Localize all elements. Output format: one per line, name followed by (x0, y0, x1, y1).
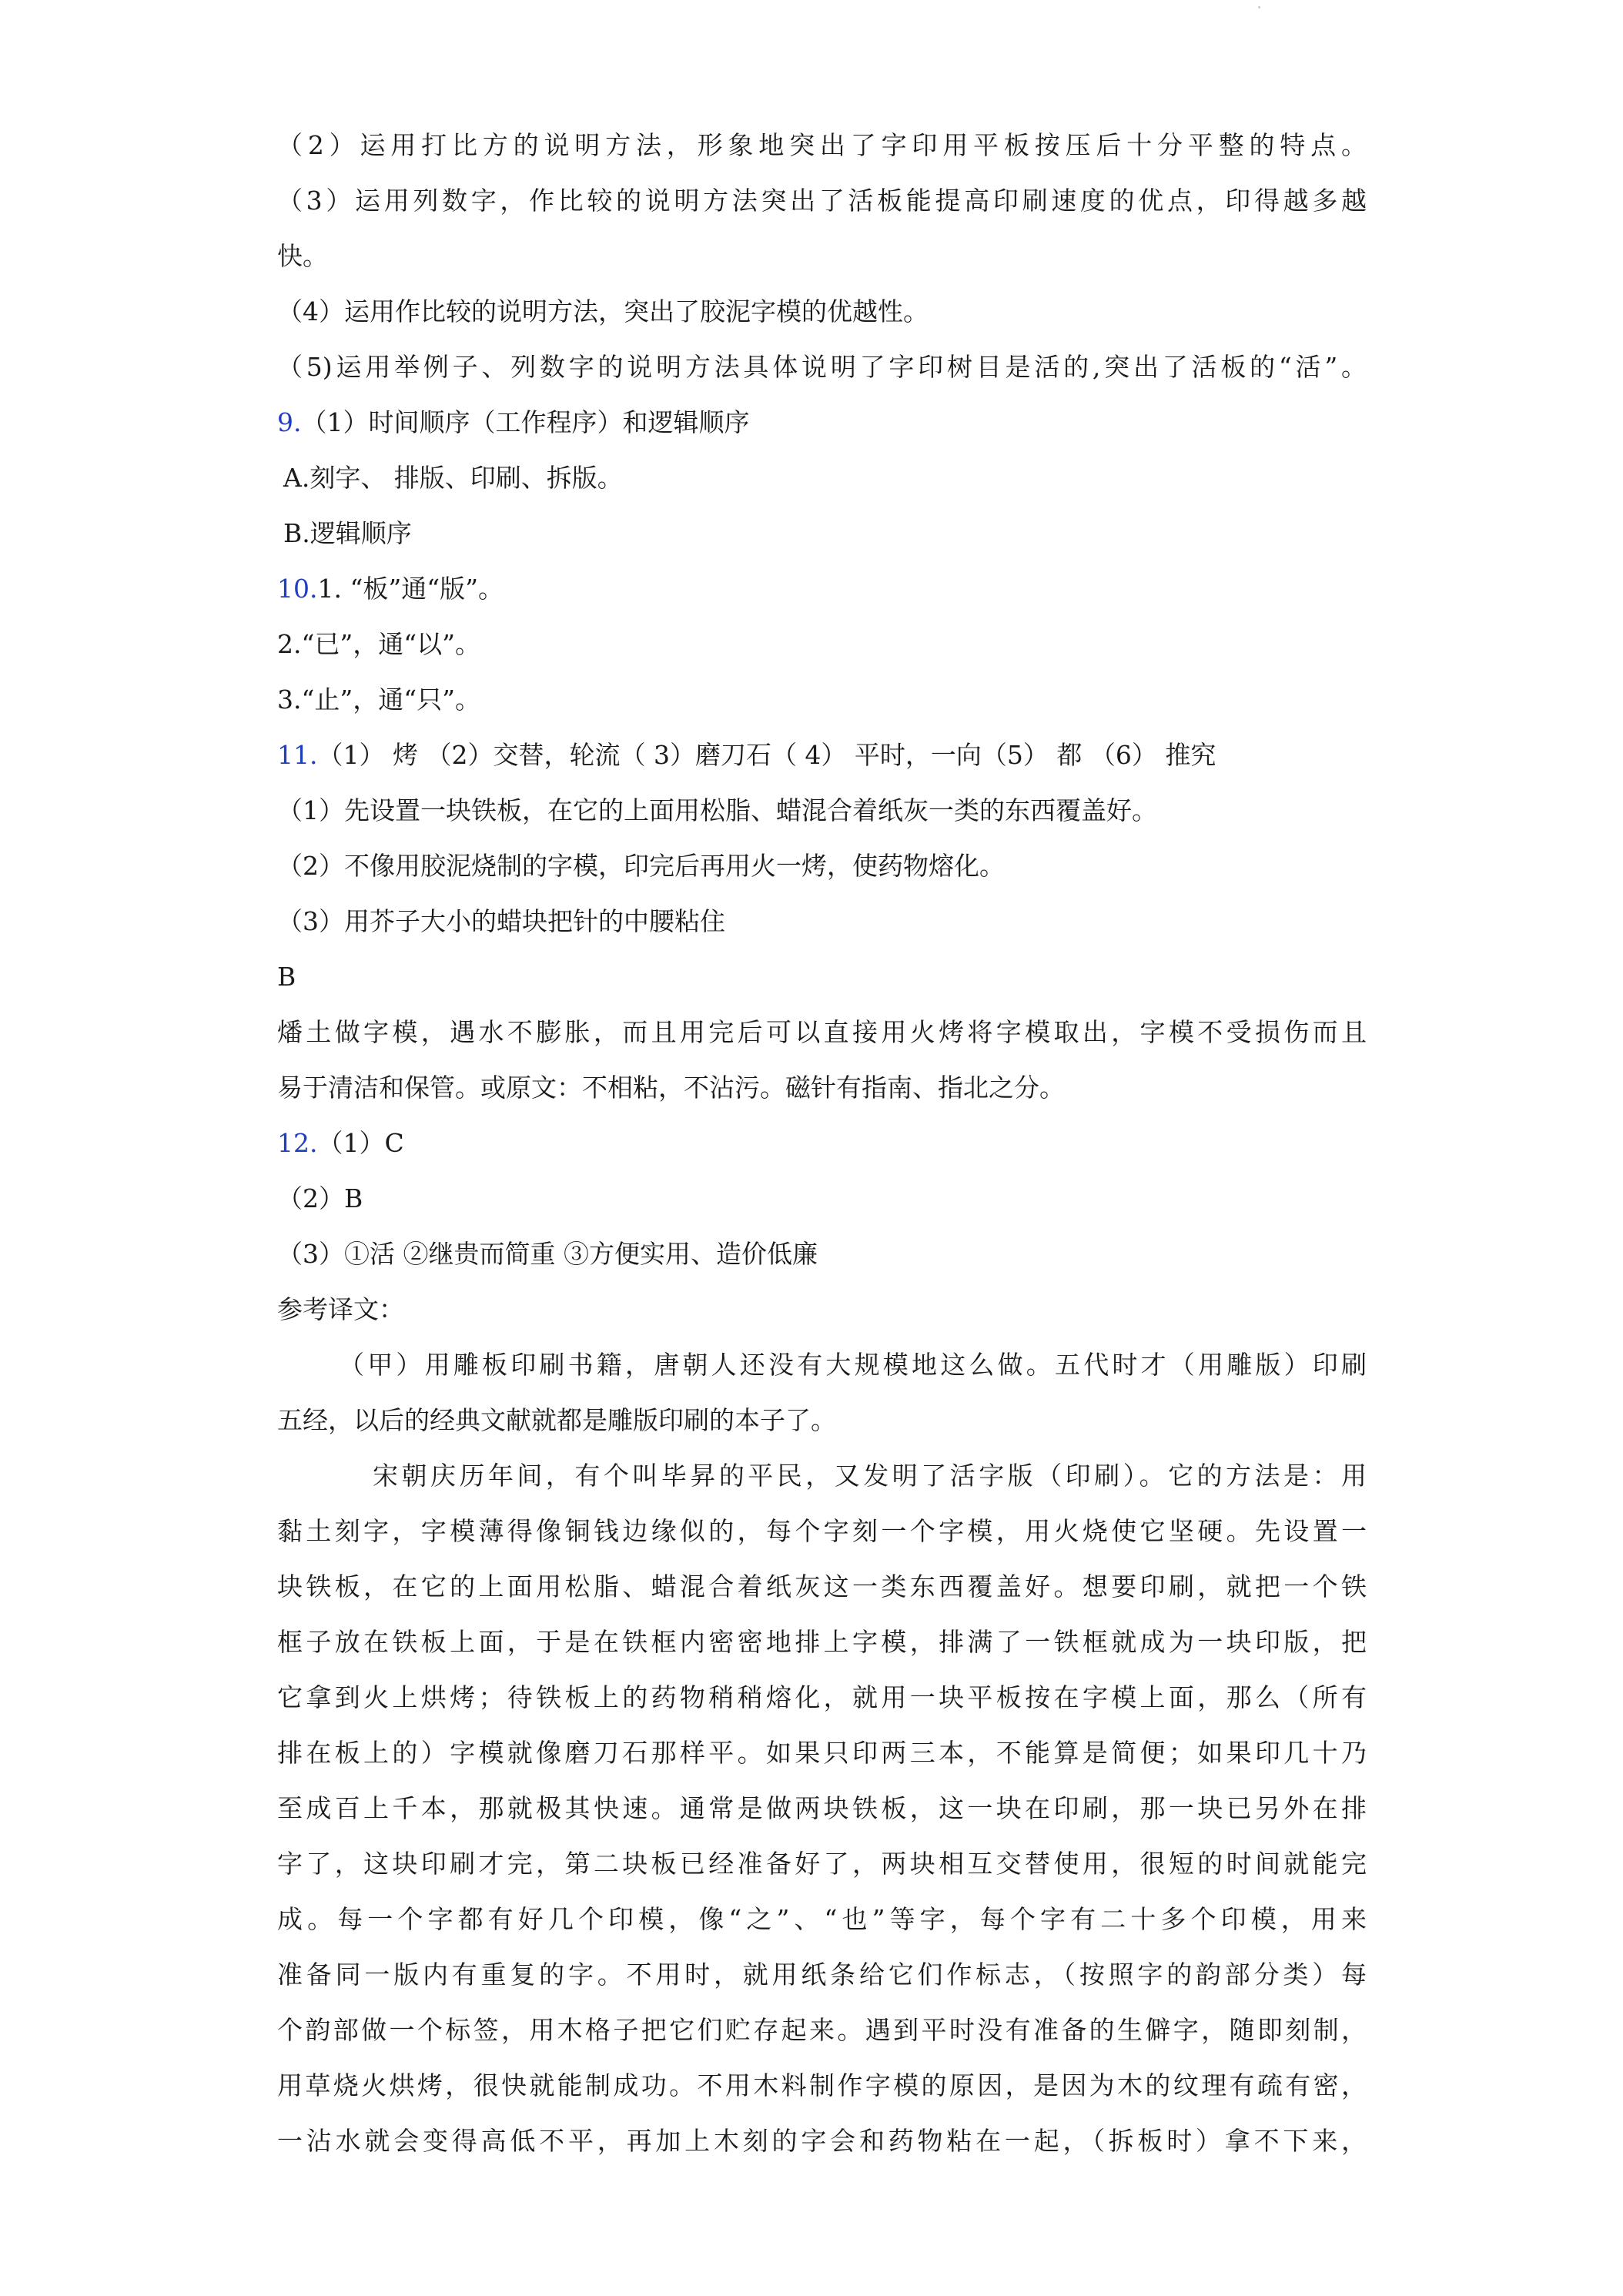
answer-line: B (277, 962, 296, 992)
answer-text: （1）时间顺序（工作程序）和逻辑顺序 (301, 407, 750, 437)
question-number: 12. (277, 1128, 318, 1158)
translation-paragraph-line: 黏土刻字，字模薄得像铜钱边缘似的，每个字刻一个字模，用火烧使它坚硬。先设置一 (277, 1516, 1367, 1546)
translation-paragraph-line: 至成百上千本，那就极其快速。通常是做两块铁板，这一块在印刷，那一块已另外在排 (277, 1793, 1367, 1823)
answer-line: （2）运用打比方的说明方法，形象地突出了字印用平板按压后十分平整的特点。 (277, 130, 1367, 160)
answer-line: （2）不像用胶泥烧制的字模，印完后再用火一烤，使药物熔化。 (277, 851, 1005, 881)
answer-line: B.逻辑顺序 (283, 518, 412, 548)
translation-heading: 参考译文： (277, 1294, 404, 1324)
question-10 (277, 561, 504, 617)
translation-paragraph-line: 成。每一个字都有好几个印模，像“之”、“也”等字，每个字有二十多个印模，用来 (277, 1904, 1367, 1934)
translation-paragraph-line: 排在板上的）字模就像磨刀石那样平。如果只印两三本，不能算是简便；如果印几十乃 (277, 1738, 1367, 1768)
translation-paragraph-line: 字了，这块印刷才完，第二块板已经准备好了，两块相互交替使用，很短的时间就能完 (277, 1849, 1367, 1879)
answer-line: （3）①活 ②继贵而简重 ③方便实用、造价低廉 (277, 1239, 818, 1269)
answer-text: 1. “板”通“版”。 (317, 574, 504, 604)
translation-paragraph-line: 宋朝庆历年间，有个叫毕昇的平民，又发明了活字版（印刷）。它的方法是：用 (373, 1461, 1367, 1491)
page-mark (1258, 6, 1260, 8)
question-9 (277, 395, 750, 450)
answer-line: （3）用芥子大小的蜡块把针的中腰粘住 (277, 906, 725, 936)
question-number: 11. (277, 740, 318, 770)
answer-text: （1）C (317, 1128, 404, 1158)
answer-line: （5)运用举例子、列数字的说明方法具体说明了字印树目是活的,突出了活板的“活”。 (277, 352, 1367, 382)
question-number: 10. (277, 574, 318, 604)
translation-paragraph-line: 个韵部做一个标签，用木格子把它们贮存起来。遇到平时没有准备的生僻字，随即刻制， (277, 2015, 1367, 2045)
translation-paragraph-line: 块铁板，在它的上面用松脂、蜡混合着纸灰这一类东西覆盖好。想要印刷，就把一个铁 (277, 1571, 1367, 1602)
question-number: 9. (277, 407, 302, 437)
question-11 (277, 728, 1216, 783)
translation-paragraph-line: 框子放在铁板上面，于是在铁框内密密地排上字模，排满了一铁框就成为一块印版，把 (277, 1627, 1367, 1657)
answer-line: （4）运用作比较的说明方法，突出了胶泥字模的优越性。 (277, 296, 929, 326)
translation-paragraph-line: 准备同一版内有重复的字。不用时，就用纸条给它们作标志，（按照字的韵部分类）每 (277, 1960, 1367, 1990)
answer-line: 3.“止”，通“只”。 (277, 684, 480, 715)
answer-line: 燔土做字模，遇水不膨胀，而且用完后可以直接用火烤将字模取出，字模不受损伤而且 (277, 1017, 1367, 1047)
answer-text: （1） 烤 （2）交替，轮流（ 3）磨刀石（ 4） 平时，一向（5） 都 （6） 推究 (317, 740, 1216, 770)
translation-paragraph-line: （甲）用雕板印刷书籍，唐朝人还没有大规模地这么做。五代时才（用雕版）印刷 (339, 1350, 1367, 1380)
translation-paragraph-line: 一沾水就会变得高低不平，再加上木刻的字会和药物粘在一起，（拆板时）拿不下来， (277, 2126, 1367, 2156)
answer-line: 快。 (277, 241, 328, 271)
translation-paragraph-line: 它拿到火上烘烤；待铁板上的药物稍稍熔化，就用一块平板按在字模上面，那么（所有 (277, 1682, 1367, 1712)
answer-line: 2.“已”，通“以”。 (277, 629, 480, 659)
answer-line: （3）运用列数字，作比较的说明方法突出了活板能提高印刷速度的优点，印得越多越 (277, 186, 1367, 216)
translation-paragraph-line: 用草烧火烘烤，很快就能制成功。不用木料制作字模的原因，是因为木的纹理有疏有密， (277, 2070, 1367, 2100)
translation-paragraph-line: 五经，以后的经典文献就都是雕版印刷的本子了。 (277, 1405, 836, 1435)
answer-line: （1）先设置一块铁板，在它的上面用松脂、蜡混合着纸灰一类的东西覆盖好。 (277, 795, 1157, 825)
question-12 (277, 1116, 404, 1171)
answer-line: A.刻字、 排版、印刷、拆版。 (283, 463, 623, 493)
answer-line: （2）B (277, 1183, 363, 1213)
answer-line: 易于清洁和保管。或原文：不相粘，不沾污。磁针有指南、指北之分。 (277, 1073, 1065, 1103)
